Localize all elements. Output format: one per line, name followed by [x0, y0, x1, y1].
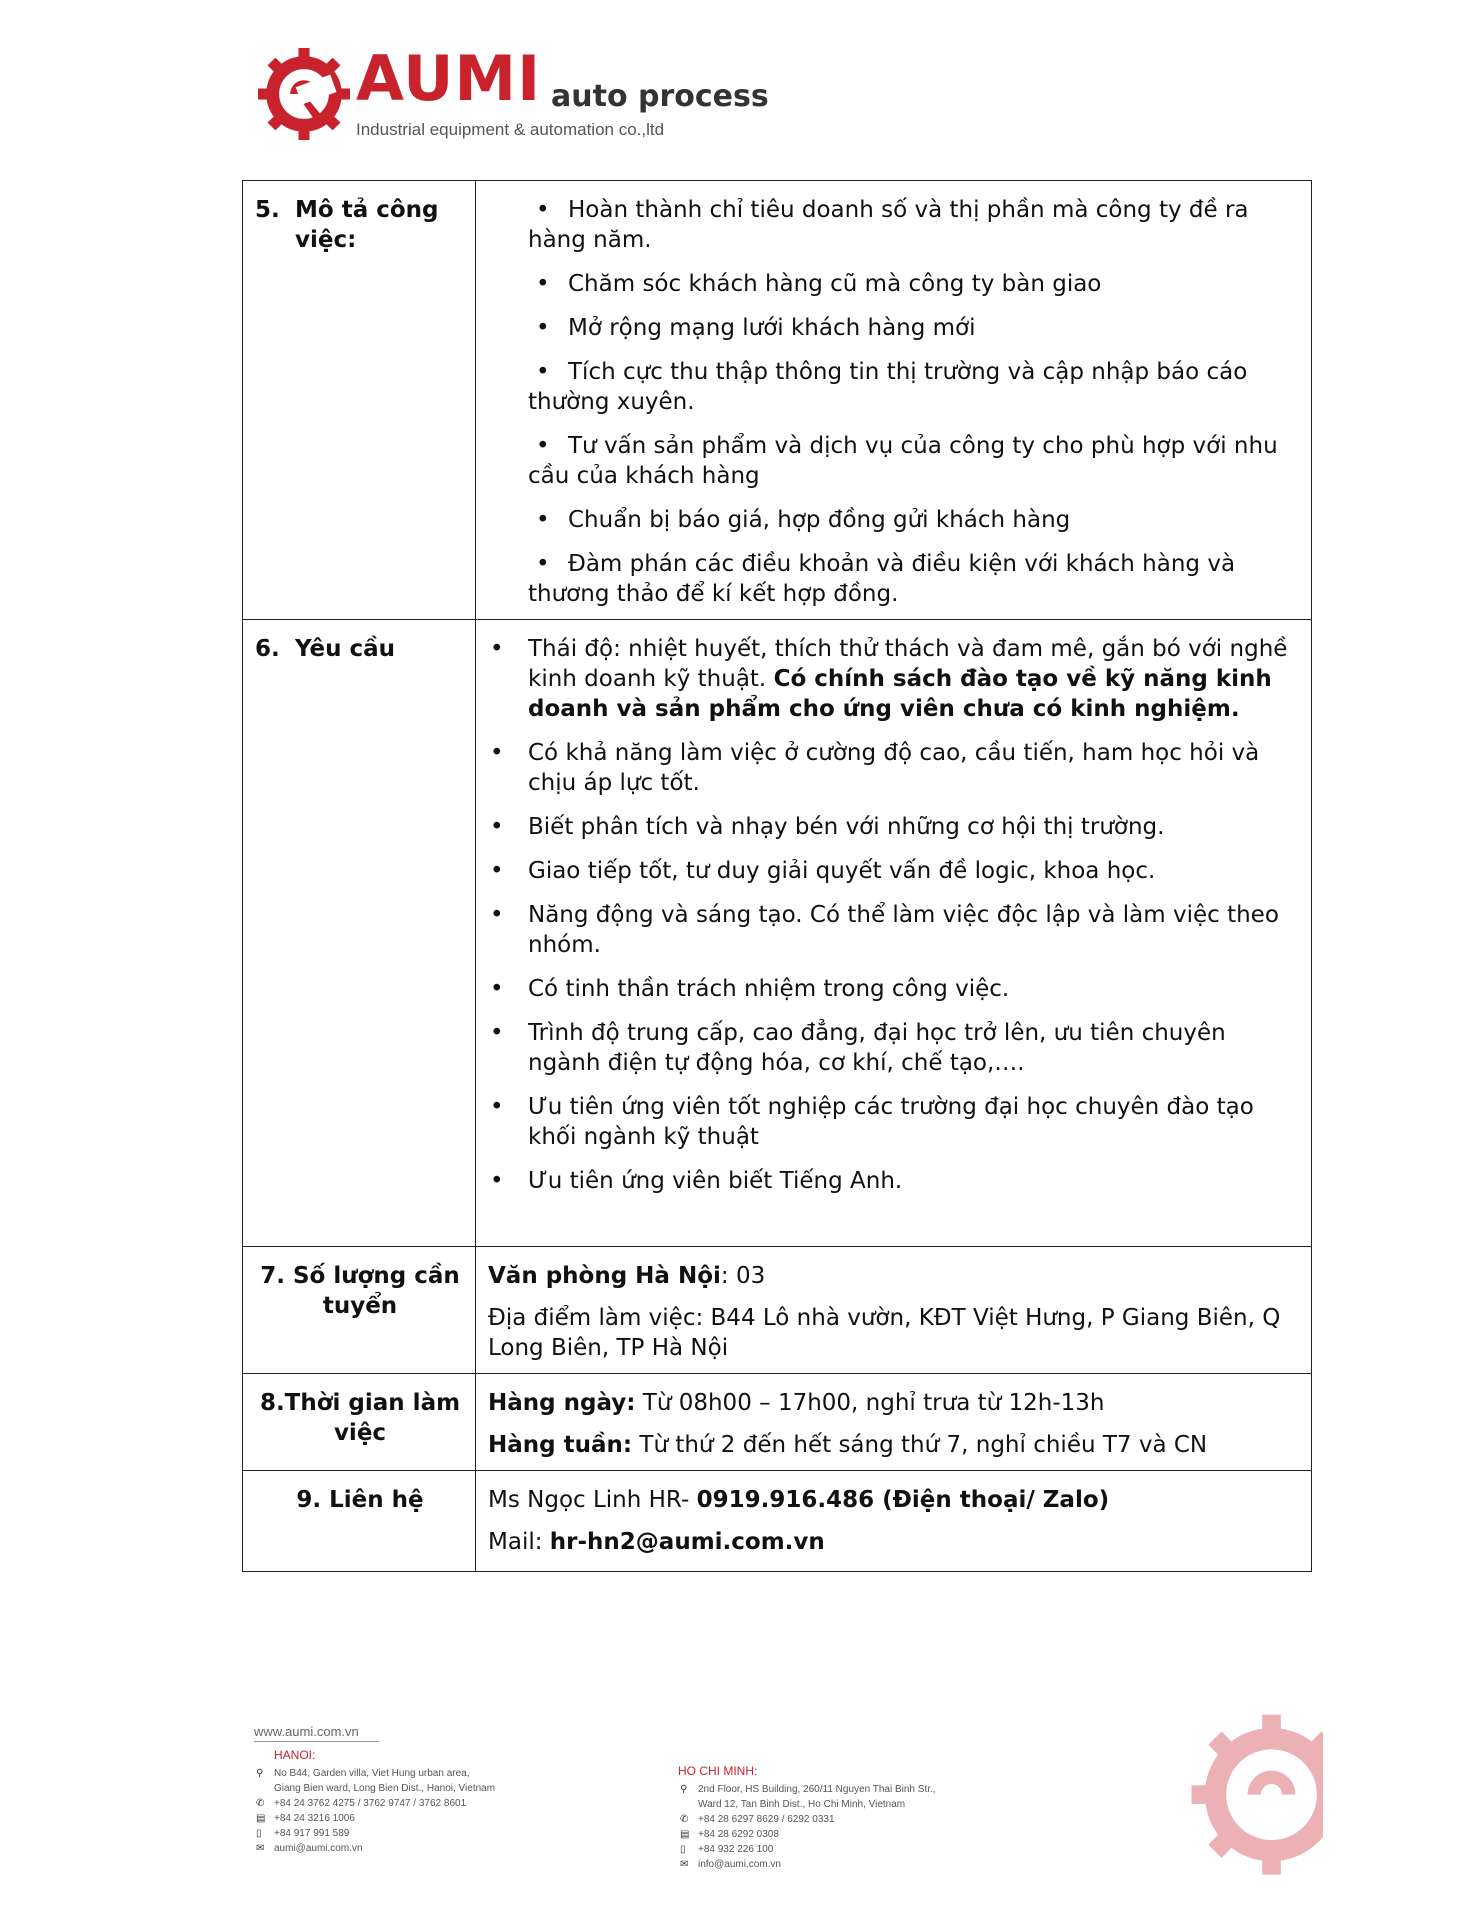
hanoi-address: ⚲ No B44, Garden villa, Viet Hung urban area, Giang Bien ward, Long Bien Dist., Hanoi, Vietnam: [256, 1768, 496, 1794]
hcm-mobile: ▯ +84 932 226 100: [680, 1844, 774, 1855]
bullet-icon: •: [490, 814, 504, 840]
section-5-title: Mô tả công việc:: [295, 197, 439, 253]
hanoi-city: HANOI:: [274, 1748, 316, 1762]
bullet-icon: •: [536, 551, 550, 577]
list-item: • Đàm phán các điều khoản và điều kiện với khách hàng và thương thảo để kí kết hợp đồng.: [528, 551, 1236, 607]
company-logo: [258, 44, 1108, 164]
job-description-list: [488, 195, 1291, 609]
hcm-city: HO CHI MINH:: [678, 1764, 758, 1778]
bullet-icon: •: [490, 1020, 504, 1046]
weekly-hours: [488, 1430, 1291, 1460]
bullet-icon: •: [536, 507, 550, 533]
section-7-label: 7. Số lượng cần tuyển: [243, 1247, 476, 1374]
contact-line: [488, 1485, 1291, 1515]
bullet-icon: •: [536, 433, 550, 459]
hanoi-fax: ▤ +84 24 3216 1006: [256, 1813, 355, 1824]
section-requirements: [243, 620, 1312, 1247]
bullet-icon: •: [490, 1094, 504, 1120]
contact-email-link[interactable]: hr-hn2@aumi.com.vn: [549, 1529, 825, 1555]
section-6-content: [476, 620, 1312, 1247]
list-item: • Ưu tiên ứng viên tốt nghiệp các trường đại học chuyên đào tạo khối ngành kỹ thuật: [490, 1094, 1254, 1150]
bullet-icon: •: [536, 315, 550, 341]
section-9-label: 9. Liên hệ: [243, 1471, 476, 1572]
bullet-icon: •: [490, 636, 504, 662]
section-9-content: [476, 1471, 1312, 1572]
list-item: • Có tinh thần trách nhiệm trong công việc.: [490, 976, 1010, 1002]
hcm-fax: ▤ +84 28 6292 0308: [680, 1829, 779, 1840]
mobile-icon: ▯: [256, 1828, 262, 1839]
bullet-icon: •: [536, 271, 550, 297]
section-8-label: 8.Thời gian làm việc: [243, 1374, 476, 1471]
list-item: • Tư vấn sản phẩm và dịch vụ của công ty cho phù hợp với nhu cầu của khách hàng: [528, 433, 1278, 489]
hanoi-office: [254, 1748, 495, 1856]
decorative-gear-watermark-icon: [1188, 1712, 1323, 1892]
section-contact: [243, 1471, 1312, 1572]
list-item: • Biết phân tích và nhạy bén với những cơ hội thị trường.: [490, 814, 1165, 840]
bullet-icon: •: [536, 359, 550, 385]
contact-phone[interactable]: 0919.916.486 (Điện thoại/ Zalo): [696, 1487, 1110, 1513]
contact-name: Ms Ngọc Linh HR-: [488, 1487, 697, 1513]
office-line: [488, 1261, 1291, 1291]
bullet-icon: •: [490, 858, 504, 884]
hanoi-email: ✉ aumi@aumi.com.vn: [256, 1843, 363, 1854]
job-details-table: [242, 180, 1312, 1572]
mail-icon: ✉: [256, 1843, 265, 1854]
hcm-address: ⚲ 2nd Floor, HS Building, 260/11 Nguyen Thai Binh Str., Ward 12, Tan Binh Dist., Ho Chi Minh, Vietnam: [680, 1784, 936, 1810]
hanoi-phone: ✆ +84 24 3762 4275 / 3762 9747 / 3762 8601: [256, 1798, 467, 1809]
list-item: • Chăm sóc khách hàng cũ mà công ty bàn giao: [528, 269, 1291, 299]
office-label: Văn phòng Hà Nội: [488, 1263, 721, 1289]
divider: [254, 1741, 379, 1742]
phone-icon: ✆: [256, 1798, 265, 1809]
hcm-email: ✉ info@aumi.com.vn: [680, 1859, 781, 1870]
brand-tagline: auto process: [551, 79, 769, 114]
list-item: • Ưu tiên ứng viên biết Tiếng Anh.: [490, 1168, 903, 1194]
mail-icon: ✉: [680, 1859, 689, 1870]
list-item: • Chuẩn bị báo giá, hợp đồng gửi khách hàng: [528, 505, 1291, 535]
hanoi-mobile: ▯ +84 917 991 589: [256, 1828, 350, 1839]
list-item: • Hoàn thành chỉ tiêu doanh số và thị phần mà công ty đề ra hàng năm.: [528, 197, 1249, 253]
section-5-number: 5.: [255, 197, 280, 223]
training-policy-text: Có chính sách đào tạo về kỹ năng kinh doanh và sản phẩm cho ứng viên chưa có kinh nghiệm.: [528, 666, 1272, 722]
bullet-icon: •: [490, 740, 504, 766]
work-location: Địa điểm làm việc: B44 Lô nhà vườn, KĐT Việt Hưng, P Giang Biên, Q Long Biên, TP Hà Nội: [488, 1305, 1281, 1361]
mobile-icon: ▯: [680, 1844, 686, 1855]
bullet-icon: •: [490, 902, 504, 928]
daily-hours: [488, 1388, 1291, 1418]
office-value: : 03: [720, 1263, 766, 1289]
bullet-icon: •: [490, 976, 504, 1002]
gear-logo-icon: [258, 48, 350, 140]
requirements-list: [488, 634, 1291, 1196]
hcm-office: [678, 1764, 936, 1872]
list-item: • Có khả năng làm việc ở cường độ cao, cầu tiến, ham học hỏi và chịu áp lực tốt.: [490, 740, 1260, 796]
list-item: • Tích cực thu thập thông tin thị trường và cập nhập báo cáo thường xuyên.: [528, 359, 1248, 415]
section-job-description: [243, 181, 1312, 620]
list-item: • Trình độ trung cấp, cao đẳng, đại học trở lên, ưu tiên chuyên ngành điện tự động hóa, cơ khí, chế tạo,….: [490, 1020, 1226, 1076]
list-item: • Giao tiếp tốt, tư duy giải quyết vấn đề logic, khoa học.: [490, 858, 1156, 884]
fax-icon: ▤: [680, 1829, 690, 1840]
mail-prefix: Mail:: [488, 1529, 550, 1555]
section-working-hours: [243, 1374, 1312, 1471]
section-6-label: [243, 620, 476, 1247]
weekly-label: Hàng tuần:: [488, 1432, 633, 1458]
section-5-label: [243, 181, 476, 620]
list-item: • Năng động và sáng tạo. Có thể làm việc độc lập và làm việc theo nhóm.: [490, 902, 1279, 958]
section-8-content: [476, 1374, 1312, 1471]
location-pin-icon: ⚲: [256, 1768, 264, 1779]
daily-label: Hàng ngày:: [488, 1390, 636, 1416]
section-7-content: [476, 1247, 1312, 1374]
daily-value: Từ 08h00 – 17h00, nghỉ trưa từ 12h-13h: [635, 1390, 1105, 1416]
section-5-content: [476, 181, 1312, 620]
brand-name: AUMI: [356, 42, 542, 115]
weekly-value: Từ thứ 2 đến hết sáng thứ 7, nghỉ chiều T7 và CN: [632, 1432, 1208, 1458]
fax-icon: ▤: [256, 1813, 266, 1824]
bullet-icon: •: [536, 197, 550, 223]
mail-line: [488, 1527, 1291, 1557]
bullet-icon: •: [490, 1168, 504, 1194]
section-6-title: Yêu cầu: [295, 636, 396, 662]
hcm-phone: ✆ +84 28 6297 8629 / 6292 0331: [680, 1814, 835, 1825]
phone-icon: ✆: [680, 1814, 689, 1825]
website-link[interactable]: www.aumi.com.vn: [254, 1724, 359, 1739]
section-6-number: 6.: [255, 636, 280, 662]
section-headcount: [243, 1247, 1312, 1374]
location-pin-icon: ⚲: [680, 1784, 688, 1795]
list-item: • Mở rộng mạng lưới khách hàng mới: [528, 313, 1291, 343]
brand-subtitle: Industrial equipment & automation co.,ltd: [356, 120, 665, 139]
list-item: • Thái độ: nhiệt huyết, thích thử thách và đam mê, gắn bó với nghề kinh doanh kỹ thuật. Có chính sách đào tạo về kỹ năng kinh doanh và sản phẩm cho ứng viên chưa có kinh nghiệm.: [490, 636, 1288, 722]
